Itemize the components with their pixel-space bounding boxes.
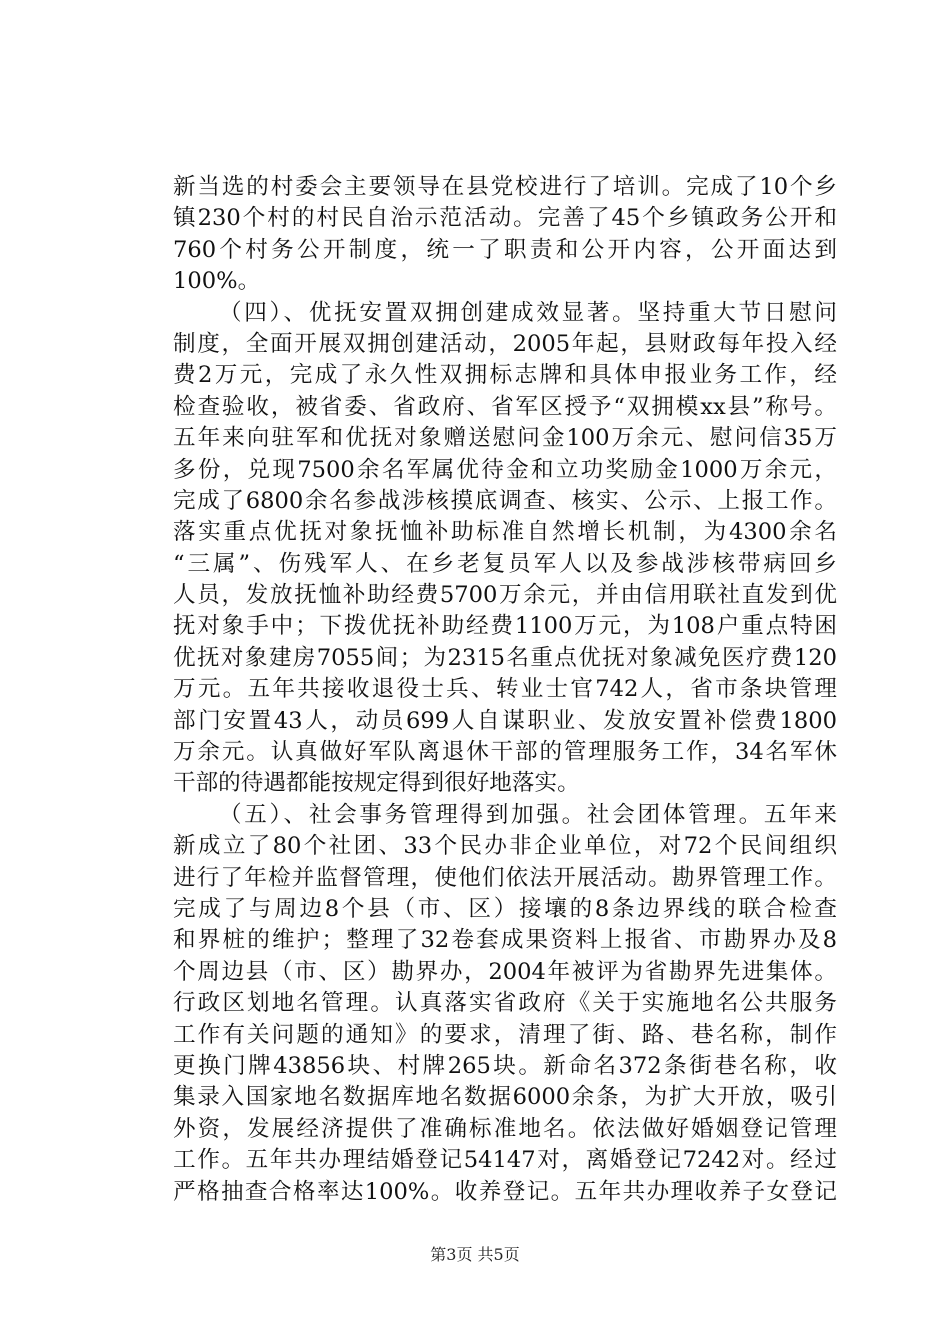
text-line: 工作有关问题的通知》的要求，清理了街、路、巷名称，制作 bbox=[173, 1021, 837, 1048]
text-line: 新当选的村委会主要领导在县党校进行了培训。完成了10个乡 bbox=[173, 174, 837, 200]
text-line: 进行了年检并监督管理，使他们依法开展活动。勘界管理工作。 bbox=[173, 864, 837, 891]
text-line: 干部的待遇都能按规定得到很好地落实。 bbox=[173, 770, 580, 797]
text-line: 抚对象手中；下拨优抚补助经费1100万元，为108户重点特困 bbox=[173, 613, 837, 640]
text-line: 部门安置43人，动员699人自谋职业、发放安置补偿费1800 bbox=[173, 707, 837, 734]
page-footer: 第3页 共5页 bbox=[430, 1245, 520, 1264]
text-line: 万元。五年共接收退役士兵、转业士官742人，省市条块管理 bbox=[173, 676, 837, 703]
text-line: 行政区划地名管理。认真落实省政府《关于实施地名公共服务 bbox=[173, 990, 837, 1017]
text-line: 完成了与周边8个县（市、区）接壤的8条边界线的联合检查 bbox=[173, 895, 837, 922]
text-line: 更换门牌43856块、村牌265块。新命名372条街巷名称，收 bbox=[173, 1052, 837, 1079]
text-line: （五）、社会事务管理得到加强。社会团体管理。五年来 bbox=[219, 801, 837, 828]
text-line: “三属”、伤残军人、在乡老复员军人以及参战涉核带病回乡 bbox=[173, 550, 837, 577]
text-line: 100%。 bbox=[173, 268, 261, 295]
text-line: 集录入国家地名数据库地名数据6000余条，为扩大开放，吸引 bbox=[173, 1084, 837, 1111]
text-line: 人员，发放抚恤补助经费5700万余元，并由信用联社直发到优 bbox=[173, 582, 837, 609]
text-line: 严格抽查合格率达100%。收养登记。五年共办理收养子女登记 bbox=[173, 1178, 837, 1205]
text-line: 个周边县（市、区）勘界办，2004年被评为省勘界先进集体。 bbox=[173, 958, 837, 985]
text-line: 落实重点优抚对象抚恤补助标准自然增长机制，为4300余名 bbox=[173, 519, 837, 546]
text-line: 和界桩的维护；整理了32卷套成果资料上报省、市勘界办及8 bbox=[173, 927, 837, 954]
text-line: 多份，兑现7500余名军属优待金和立功奖励金1000万余元， bbox=[173, 456, 837, 483]
text-line: 万余元。认真做好军队离退休干部的管理服务工作，34名军休 bbox=[173, 739, 837, 766]
text-line: 优抚对象建房7055间；为2315名重点优抚对象减免医疗费120 bbox=[173, 644, 837, 671]
text-line: （四）、优抚安置双拥创建成效显著。坚持重大节日慰问 bbox=[219, 299, 837, 326]
document-body bbox=[173, 172, 837, 1208]
text-line: 工作。五年共办理结婚登记54147对，离婚登记7242对。经过 bbox=[173, 1147, 837, 1174]
text-line: 760个村务公开制度，统一了职责和公开内容，公开面达到 bbox=[173, 236, 837, 263]
text-line: 费2万元，完成了永久性双拥标志牌和具体申报业务工作，经 bbox=[173, 362, 837, 389]
text-line: 完成了6800余名参战涉核摸底调查、核实、公示、上报工作。 bbox=[173, 487, 837, 514]
text-line: 制度，全面开展双拥创建活动，2005年起，县财政每年投入经 bbox=[173, 330, 837, 357]
text-line: 新成立了80个社团、33个民办非企业单位，对72个民间组织 bbox=[173, 833, 837, 860]
text-line: 外资，发展经济提供了准确标准地名。依法做好婚姻登记管理 bbox=[173, 1115, 837, 1142]
text-line: 五年来向驻军和优抚对象赠送慰问金100万余元、慰问信35万 bbox=[173, 425, 837, 452]
text-line: 镇230个村的村民自治示范活动。完善了45个乡镇政务公开和 bbox=[173, 205, 837, 232]
text-line: 检查验收，被省委、省政府、省军区授予“双拥模xx县”称号。 bbox=[173, 393, 837, 420]
